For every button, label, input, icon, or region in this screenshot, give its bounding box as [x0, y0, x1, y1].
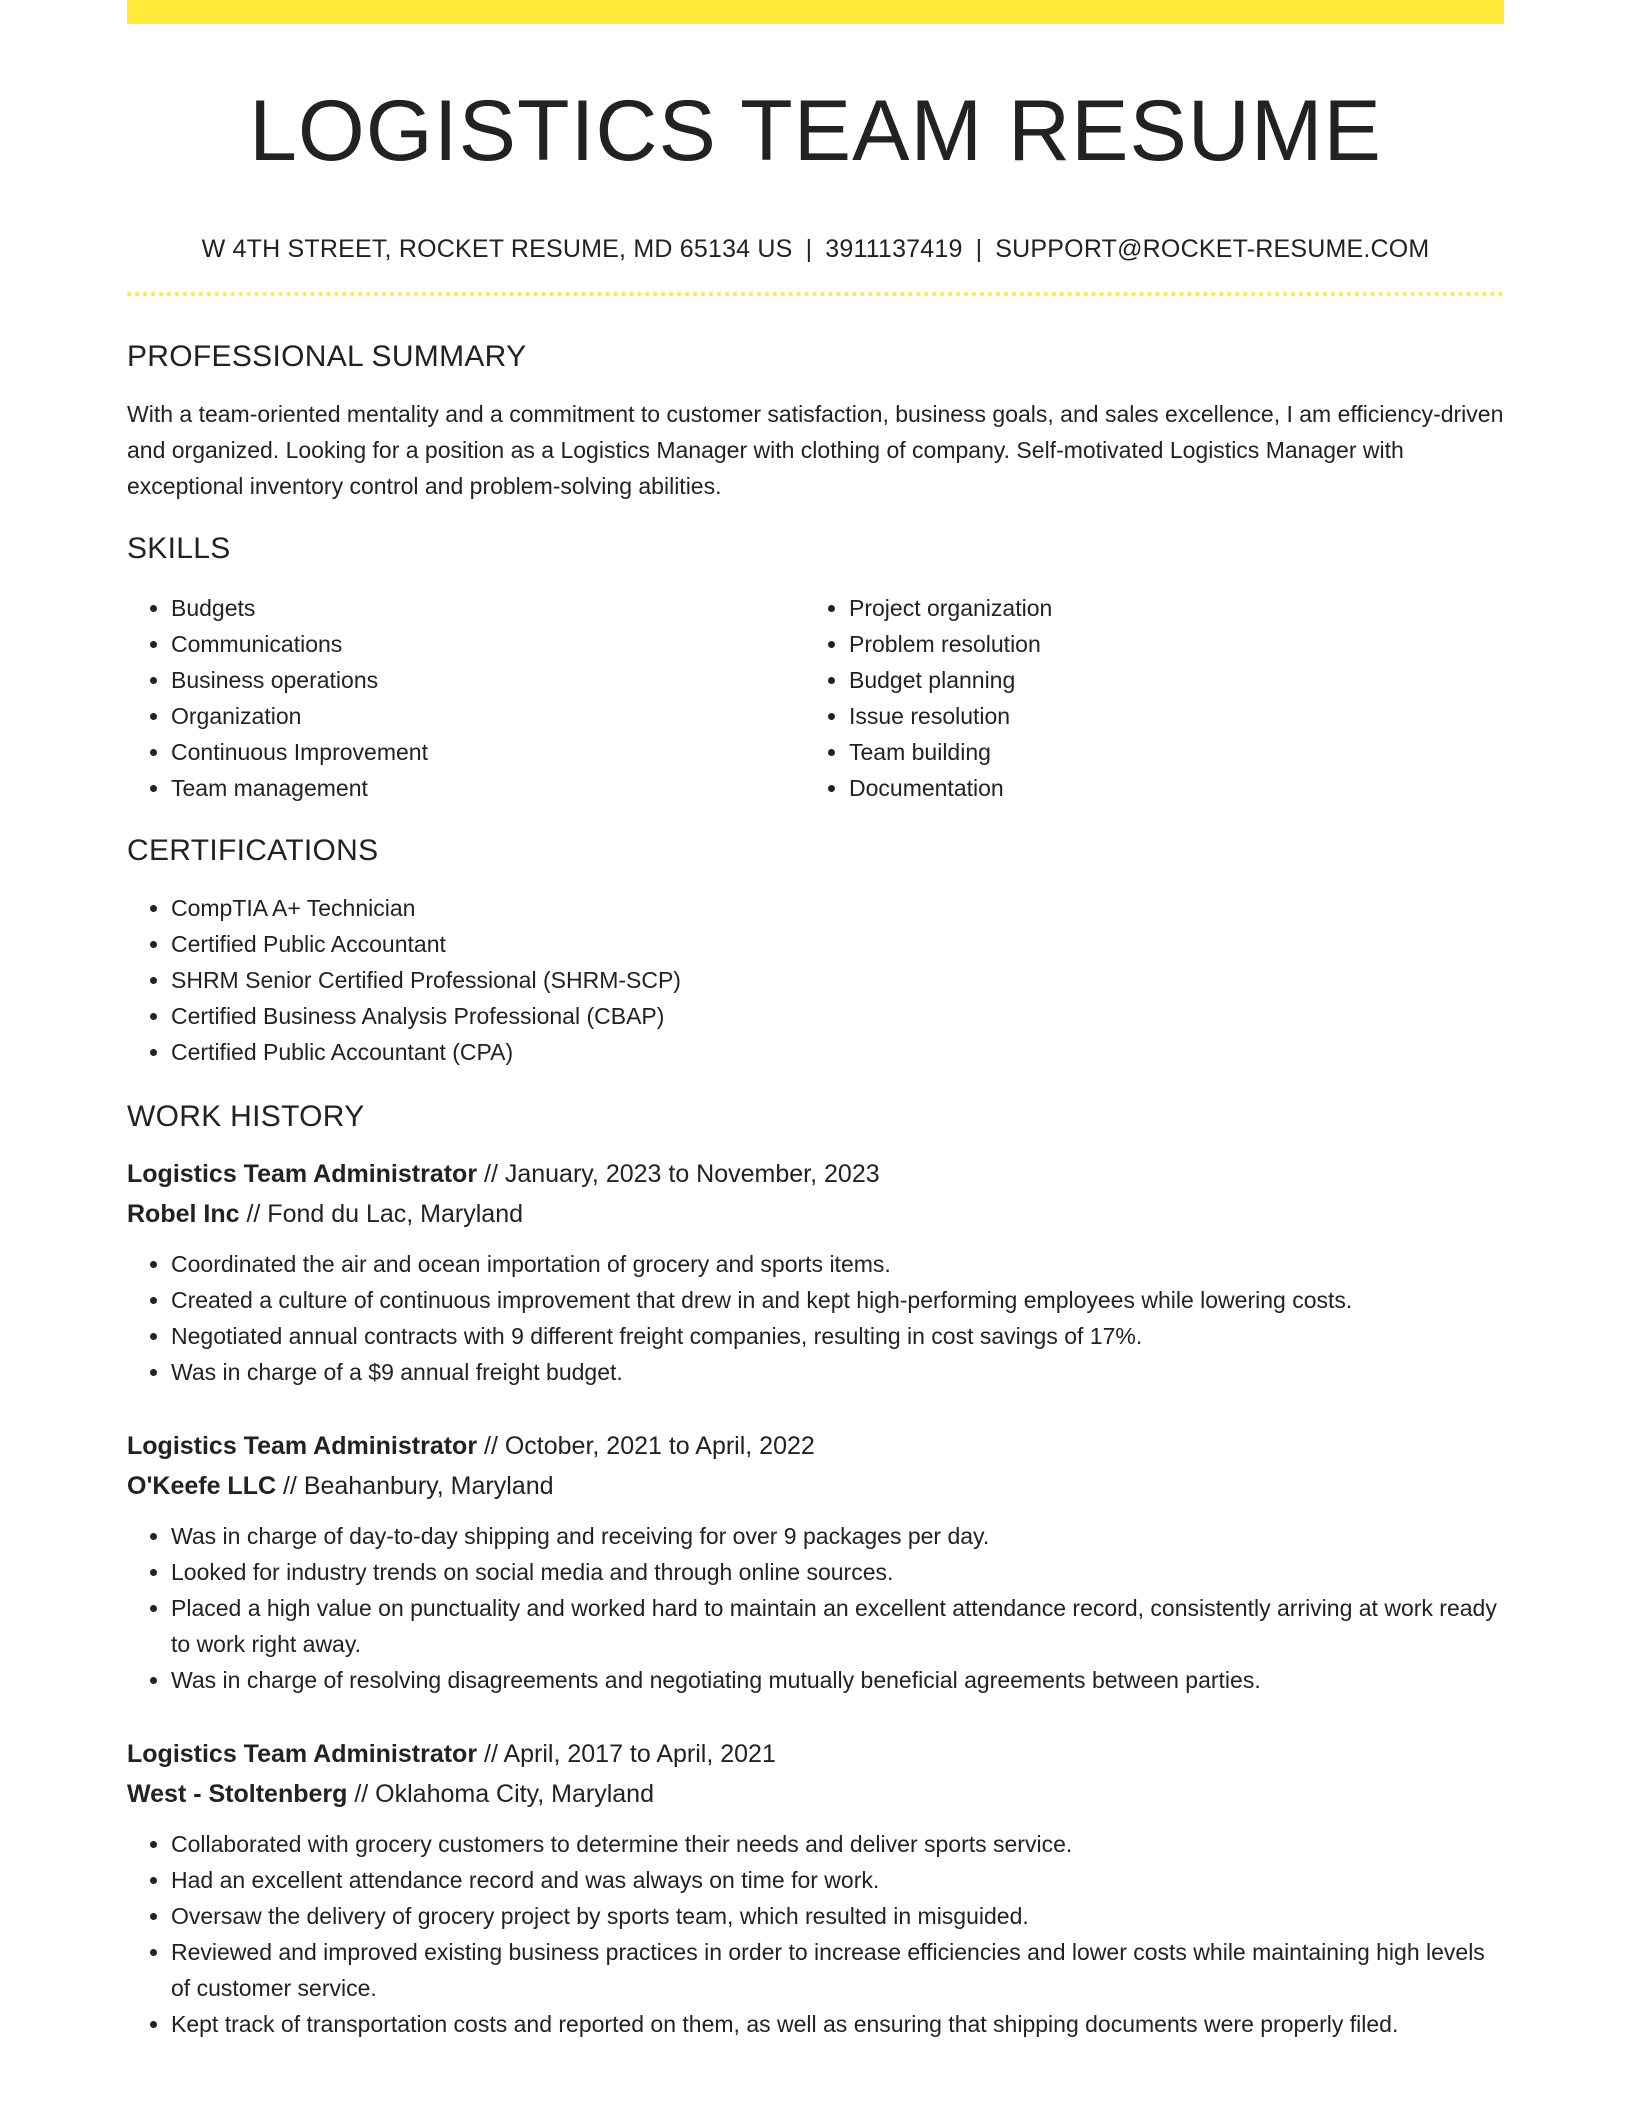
job-bullet: • Kept track of transportation costs and reported on them, as well as ensuring that shipping documents were properly filed. [171, 2006, 1504, 2042]
job-role: Logistics Team Administrator [127, 1431, 478, 1460]
job-bullet: • Looked for industry trends on social media and through online sources. [171, 1554, 1504, 1590]
job-bullet: • Created a culture of continuous improvement that drew in and kept high-performing employees while lowering costs. [171, 1282, 1504, 1318]
job-company-line [127, 1774, 1504, 1814]
job-role: Logistics Team Administrator [127, 1159, 478, 1188]
skill-item: • Budgets [171, 590, 805, 626]
job-location: // Beahanbury, Maryland [276, 1471, 554, 1500]
skill-item: • Organization [171, 698, 805, 734]
skill-item: • Project organization [849, 590, 1504, 626]
contact-separator: | [805, 234, 813, 263]
job-dates: // October, 2021 to April, 2022 [477, 1431, 815, 1460]
contact-separator: | [975, 234, 983, 263]
skill-item: • Issue resolution [849, 698, 1504, 734]
job-entry [127, 1154, 1504, 1390]
skills-column-right [805, 590, 1504, 806]
job-bullet: • Reviewed and improved existing business practices in order to increase efficiencies and lower costs while maintaining high levels of customer service. [171, 1934, 1504, 2006]
skills-list [127, 590, 1504, 806]
skill-item: • Documentation [849, 770, 1504, 806]
contact-phone: 3911137419 [825, 234, 963, 263]
job-bullets [127, 1826, 1504, 2042]
dotted-divider [127, 292, 1504, 296]
skill-item: • Communications [171, 626, 805, 662]
job-bullet: • Placed a high value on punctuality and worked hard to maintain an excellent attendance record, consistently arriving at work ready to work right away. [171, 1590, 1504, 1662]
work-history-heading: WORK HISTORY [127, 1099, 365, 1133]
job-bullet: • Collaborated with grocery customers to determine their needs and deliver sports service. [171, 1826, 1504, 1862]
job-bullet: • Had an excellent attendance record and was always on time for work. [171, 1862, 1504, 1898]
job-bullet: • Was in charge of resolving disagreements and negotiating mutually beneficial agreements between parties. [171, 1662, 1504, 1698]
job-company: West - Stoltenberg [127, 1779, 348, 1808]
certification-item: • Certified Public Accountant [171, 926, 1504, 962]
job-location: // Oklahoma City, Maryland [347, 1779, 654, 1808]
skills-heading: SKILLS [127, 531, 231, 565]
certification-item: • Certified Public Accountant (CPA) [171, 1034, 1504, 1070]
skill-item: • Problem resolution [849, 626, 1504, 662]
job-dates: // April, 2017 to April, 2021 [477, 1739, 776, 1768]
job-bullet: • Oversaw the delivery of grocery project by sports team, which resulted in misguided. [171, 1898, 1504, 1934]
skills-column-left [127, 590, 805, 806]
job-bullet: • Negotiated annual contracts with 9 different freight companies, resulting in cost savings of 17%. [171, 1318, 1504, 1354]
job-entry [127, 1734, 1504, 2042]
job-bullets [127, 1246, 1504, 1390]
job-location: // Fond du Lac, Maryland [239, 1199, 523, 1228]
certification-item: • CompTIA A+ Technician [171, 890, 1504, 926]
contact-line [127, 235, 1504, 264]
job-entry [127, 1426, 1504, 1698]
certification-item: • SHRM Senior Certified Professional (SHRM-SCP) [171, 962, 1504, 998]
top-accent-bar [127, 0, 1504, 24]
job-company: Robel Inc [127, 1199, 240, 1228]
summary-text: With a team-oriented mentality and a commitment to customer satisfaction, business goals, and sales excellence, I am efficiency-driven and organized. Looking for a position as a Logistics Manager with clothing of company. Self-motivated Logistics Manager with exceptional inventory control and problem-solving abilities. [127, 400, 1504, 499]
job-bullet: • Was in charge of day-to-day shipping and receiving for over 9 packages per day. [171, 1518, 1504, 1554]
skill-item: • Budget planning [849, 662, 1504, 698]
skill-item: • Team building [849, 734, 1504, 770]
job-bullet: • Coordinated the air and ocean importation of grocery and sports items. [171, 1246, 1504, 1282]
job-role-line [127, 1154, 1504, 1194]
job-company-line [127, 1194, 1504, 1234]
resume-title: LOGISTICS TEAM RESUME [249, 83, 1382, 179]
certifications-list [127, 890, 1504, 1070]
certifications-heading: CERTIFICATIONS [127, 833, 379, 867]
job-dates: // January, 2023 to November, 2023 [477, 1159, 880, 1188]
job-bullet: • Was in charge of a $9 annual freight budget. [171, 1354, 1504, 1390]
contact-email: SUPPORT@ROCKET-RESUME.COM [995, 234, 1430, 263]
job-role-line [127, 1426, 1504, 1466]
job-company: O'Keefe LLC [127, 1471, 277, 1500]
skill-item: • Team management [171, 770, 805, 806]
job-role: Logistics Team Administrator [127, 1739, 478, 1768]
certification-item: • Certified Business Analysis Professional (CBAP) [171, 998, 1504, 1034]
skill-item: • Business operations [171, 662, 805, 698]
summary-heading: PROFESSIONAL SUMMARY [127, 339, 527, 373]
job-company-line [127, 1466, 1504, 1506]
job-bullets [127, 1518, 1504, 1698]
skill-item: • Continuous Improvement [171, 734, 805, 770]
job-role-line [127, 1734, 1504, 1774]
contact-address: W 4TH STREET, ROCKET RESUME, MD 65134 US [201, 234, 793, 263]
resume-page [127, 0, 1504, 2042]
